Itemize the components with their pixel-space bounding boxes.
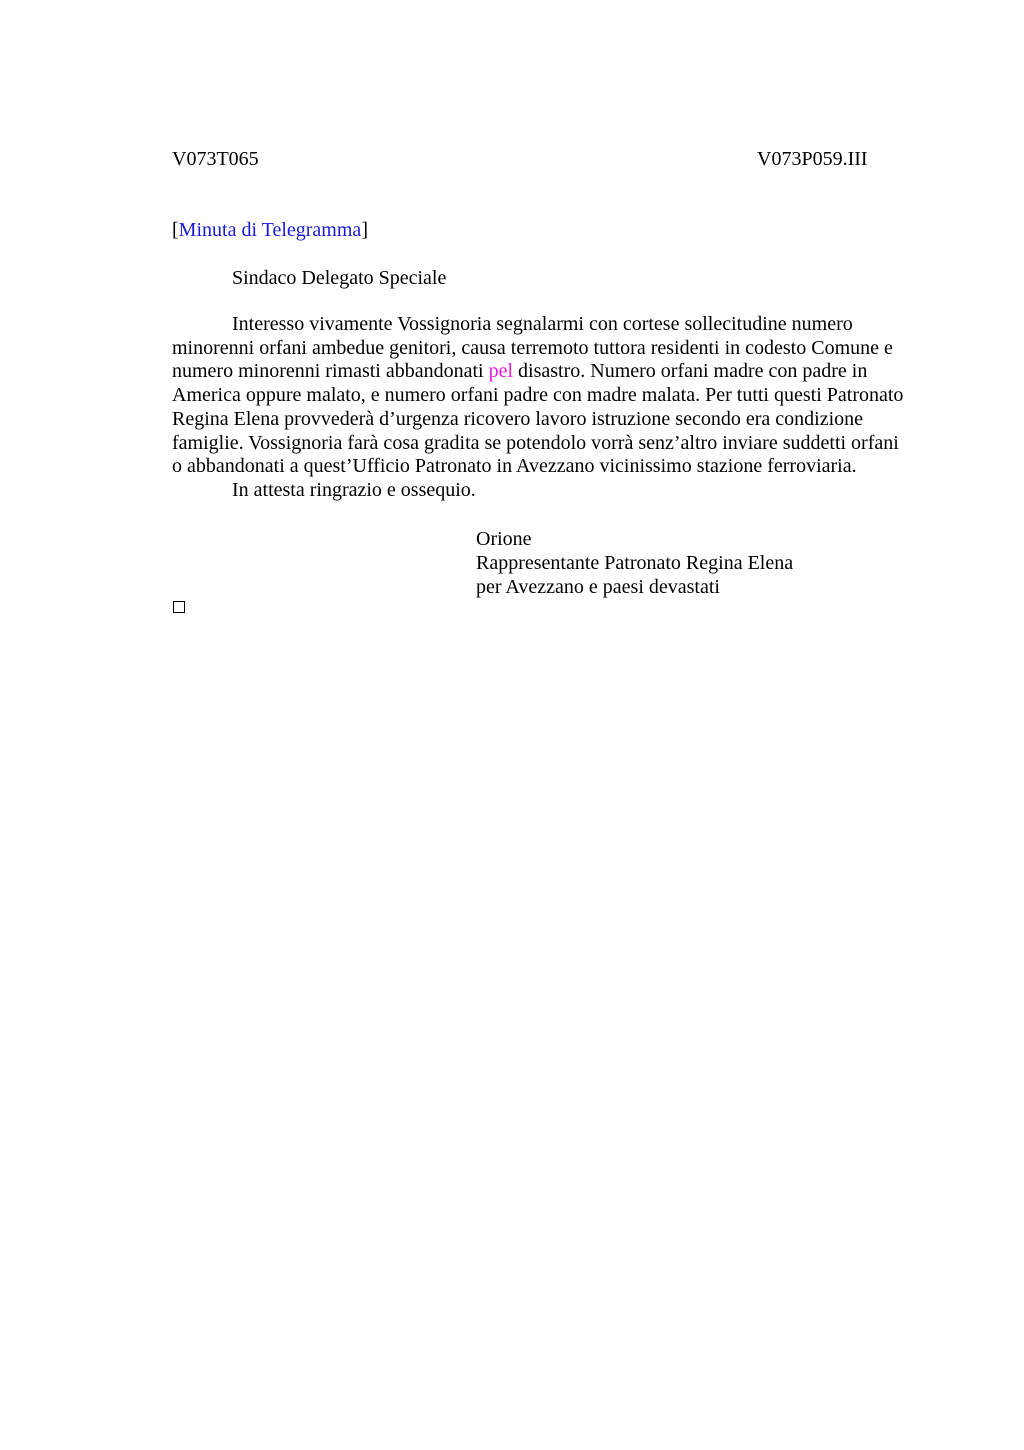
body-line: o abbandonati a quest’Ufficio Patronato in Avezzano vicinissimo stazione ferroviaria. <box>172 455 857 478</box>
signature-place: per Avezzano e paesi devastati <box>476 576 720 598</box>
body-text-segment: numero minorenni rimasti abbandonati <box>172 360 489 383</box>
telegram-body <box>172 313 932 503</box>
closing-line: In attesta ringrazio e ossequio. <box>232 478 476 501</box>
document-type-text: Minuta di Telegramma <box>178 219 362 241</box>
signature-title: Rappresentante Patronato Regina Elena <box>476 552 794 574</box>
highlighted-word: pel <box>488 360 514 383</box>
signature-block <box>476 527 793 599</box>
body-line: Regina Elena provvederà d’urgenza ricovero lavoro istruzione secondo era condizione <box>172 407 864 430</box>
document-code-left: V073T065 <box>172 148 259 170</box>
signature-name: Orione <box>476 528 532 550</box>
open-bracket: [ <box>172 219 179 241</box>
body-line: famiglie. Vossignoria farà cosa gradita se potendolo vorrà senz’altro inviare suddetti orfani <box>172 431 899 454</box>
body-text-segment: disastro. Numero orfani madre con padre in <box>513 360 868 383</box>
recipient-line: Sindaco Delegato Speciale <box>232 267 447 289</box>
end-of-document-square-icon <box>173 601 185 613</box>
close-bracket: ] <box>361 219 368 241</box>
body-line: America oppure malato, e numero orfani padre con madre malata. Per tutti questi Patronato <box>172 384 904 407</box>
document-type-label <box>172 218 368 242</box>
body-line <box>172 360 932 384</box>
body-line: minorenni orfani ambedue genitori, causa terremoto tuttora residenti in codesto Comune e <box>172 336 893 359</box>
body-line: Interesso vivamente Vossignoria segnalarmi con cortese sollecitudine numero <box>232 313 853 335</box>
document-code-right: V073P059.III <box>757 148 868 170</box>
